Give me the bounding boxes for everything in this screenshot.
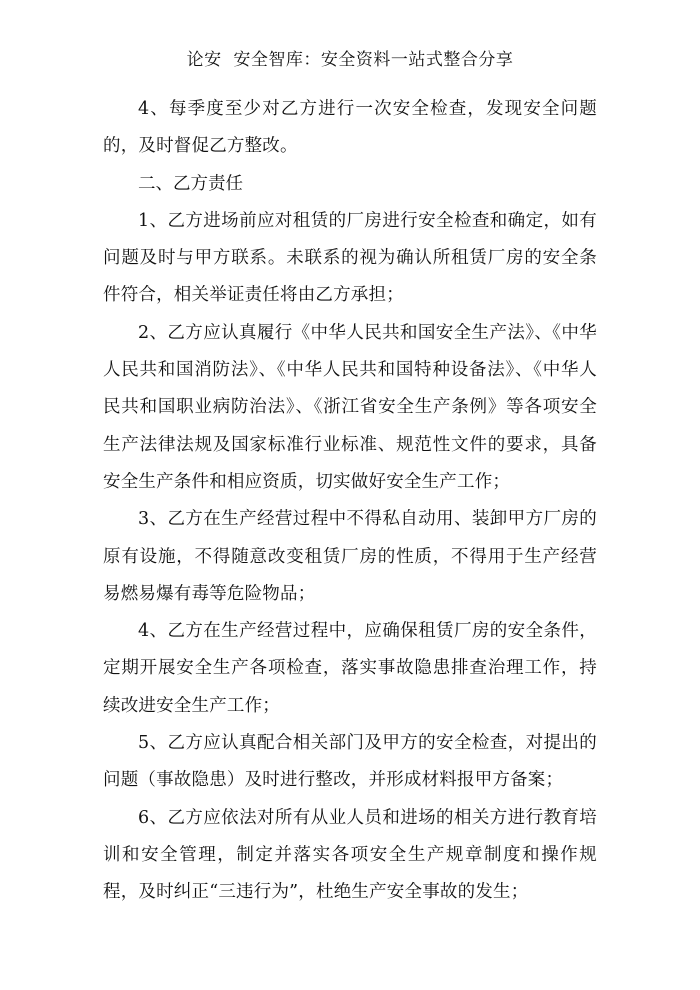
paragraph-duty-6: 6、乙方应依法对所有从业人员和进场的相关方进行教育培训和安全管理，制定并落实各项安全生产规章制度和操作规程，及时纠正“三违行为”，杜绝生产安全事故的发生； bbox=[103, 807, 597, 903]
paragraph-duty-3: 3、乙方在生产经营过程中不得私自动用、装卸甲方厂房的原有设施，不得随意改变租赁厂房的性质，不得用于生产经营易燃易爆有毒等危险物品； bbox=[103, 509, 597, 604]
paragraph-quarterly-inspection: 4、每季度至少对乙方进行一次安全检查，发现安全问题的，及时督促乙方整改。 bbox=[103, 99, 597, 157]
paragraph-duty-4: 4、乙方在生产经营过程中，应确保租赁厂房的安全条件，定期开展安全生产各项检查，落实事故隐患排查治理工作，持续改进安全生产工作； bbox=[103, 621, 597, 716]
section-heading-party-b-duties: 二、乙方责任 bbox=[138, 173, 243, 194]
paragraph-duty-2: 2、乙方应认真履行《中华人民共和国安全生产法》、《中华人民共和国消防法》、《中华人民共和国特种设备法》、《中华人民共和国职业病防治法》、《浙江省安全生产条例》等各项安全生产法律法规及国家标准行业标准、规范性文件的要求，具备安全生产条件和相应资质，切实做好安全生产工作； bbox=[103, 322, 597, 492]
page-header: 论安 安全智库：安全资料一站式整合分享 bbox=[186, 50, 514, 70]
paragraph-duty-1: 1、乙方进场前应对租赁的厂房进行安全检查和确定，如有问题及时与甲方联系。未联系的视为确认所租赁厂房的安全条件符合，相关举证责任将由乙方承担； bbox=[103, 210, 597, 306]
document-body bbox=[103, 91, 597, 912]
paragraph-duty-5: 5、乙方应认真配合相关部门及甲方的安全检查，对提出的问题（事故隐患）及时进行整改，并形成材料报甲方备案； bbox=[103, 733, 597, 791]
